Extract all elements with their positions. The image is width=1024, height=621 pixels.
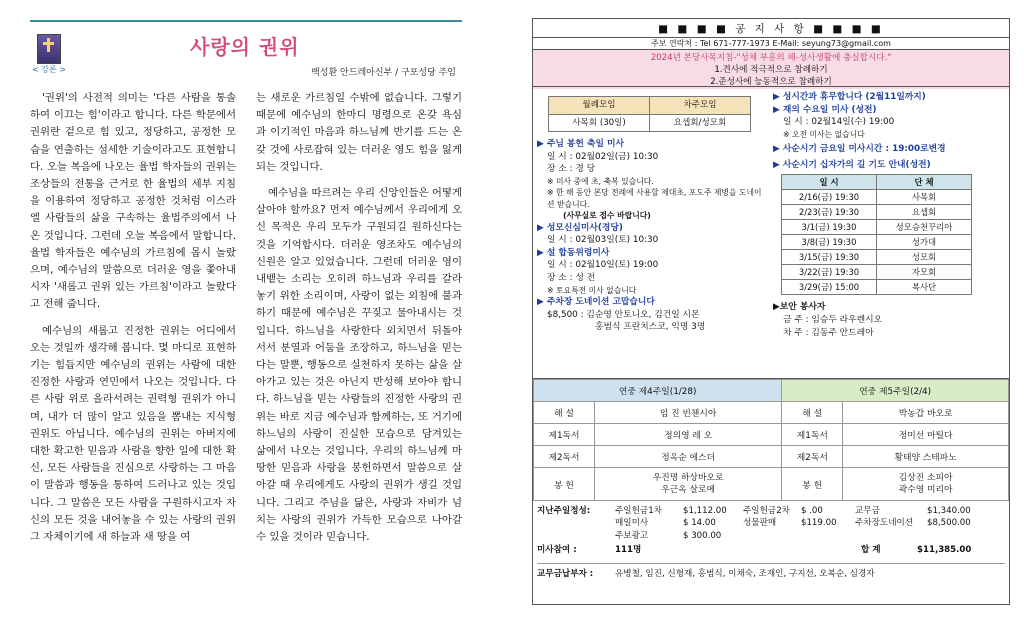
- sermon-author: 백성환 안드레아신부 / 구포성당 주임: [311, 68, 456, 78]
- finance-item: 매일미사: [615, 518, 649, 529]
- roster-name: 정옥순 에스더: [595, 446, 782, 468]
- meeting-cell: 요셉회/성모회: [650, 114, 751, 132]
- stations-cell: 요셉회: [877, 205, 972, 220]
- finance-amount: $8,500.00: [927, 518, 971, 529]
- total-label: 합 계: [861, 545, 881, 556]
- finance-amount: $ .00: [801, 506, 823, 516]
- notice-heading: ▶ 성시간과 휴무합니다 (2월11일까지): [773, 92, 926, 102]
- notice-note: ※ 미사 중에 초, 축복 있습니다.: [547, 176, 654, 186]
- stations-table: [781, 174, 972, 295]
- roster-role: 제2독서: [534, 446, 595, 468]
- roster-name: 우진명 하상바오로 우근옥 살로메: [595, 468, 782, 501]
- stations-cell: 성모승천꾸리아: [877, 220, 972, 235]
- notice-header: [533, 21, 1009, 87]
- notice-line: 일 시 : 02월03일(토) 10:30: [547, 235, 659, 246]
- notice-heading: ▶ 사순시기 십자가의 길 기도 안내(성전): [773, 159, 931, 170]
- notice-heading: ▶ 사순시기 금요일 미사시간 : 19:00로변경: [773, 144, 946, 155]
- stations-cell: 3/29(금) 15:00: [782, 280, 877, 295]
- roster-role: 제1독서: [782, 424, 843, 446]
- finance-amount: $1,112.00: [683, 506, 727, 516]
- roster-name: 정의영 레 오: [595, 424, 782, 446]
- contact-line: 주보 연락처 : Tel 671-777-1973 E-Mail: seyung73@gmail.com: [533, 37, 1009, 49]
- finance-amount: $ 14.00: [683, 518, 716, 529]
- finance-item: 성물판매: [743, 518, 777, 529]
- roster-name: 황태양 스테파노: [843, 446, 1009, 468]
- stations-head: 일 시: [782, 175, 877, 190]
- stations-cell: 성가대: [877, 235, 972, 250]
- divider: [30, 20, 462, 22]
- finance-amount: $119.00: [801, 518, 837, 529]
- stations-cell: 사목회: [877, 190, 972, 205]
- notice-page: [532, 18, 1010, 605]
- finance-section: [533, 501, 1009, 580]
- roster-role: 제2독서: [782, 446, 843, 468]
- roster-name: 박농갑 바오로: [843, 402, 1009, 424]
- stations-cell: 2/23(금) 19:30: [782, 205, 877, 220]
- notice-heading: ▶ 재의 수요일 미사 (성전): [773, 104, 877, 115]
- notice-line: 일 시 : 02월02일(금) 10:30: [547, 151, 659, 162]
- finance-item: 주보광고: [615, 530, 649, 541]
- sermon-page: [30, 20, 462, 610]
- roster-table: [533, 379, 1009, 501]
- notice-line: 금 주 : 임승두 라우렌시오: [783, 314, 883, 325]
- notice-heading: ▶보안 봉사자: [773, 302, 826, 313]
- sermon-column-2: [256, 90, 462, 555]
- total-value: $11,385.00: [917, 545, 972, 556]
- notice-line: 장 소 : 경 당: [547, 164, 596, 175]
- finance-item: 교무금: [855, 506, 880, 516]
- stations-cell: 2/16(금) 19:30: [782, 190, 877, 205]
- sermon-title: 사랑의 권위: [190, 35, 300, 59]
- notice-line: 장 소 : 성 전: [547, 272, 596, 283]
- stations-cell: 3/22(금) 19:30: [782, 265, 877, 280]
- theme-sub-1: 1.견사에 적극적으로 참례하기: [714, 65, 828, 75]
- roster-week-2: 연중 제5주일(2/4): [782, 380, 1009, 402]
- finance-amount: $1,340.00: [927, 506, 971, 516]
- notice-line: 차 주 : 김동주 안드레아: [783, 327, 874, 338]
- notice-line: 홍범식 프란치스코, 익명 3명: [595, 322, 706, 333]
- notice-heading: ▶ 성모신심미사(경당): [537, 222, 623, 233]
- roster-name: 임 진 빈첸시아: [595, 402, 782, 424]
- notice-note: ※ 오전 미사는 없습니다: [783, 129, 865, 139]
- notice-heading: ▶ 설 합동위령미사: [537, 247, 610, 258]
- notice-title: ■ ■ ■ ■ 공 지 사 항 ■ ■ ■ ■: [658, 23, 884, 35]
- theme-line: 2024년 본당사목지침-"성체 부흥의 해-성사생활에 충실합시다.": [650, 53, 892, 63]
- paragraph: '권위'의 사전적 의미는 '다른 사람을 통솔하여 이끄는 힘'이라고 합니다. 다른 학문에서 권위란 겉으로 힘 있고, 정당하고, 공정한 모습을 연출하는 섬세한 기술이라고도 표현합니다. 오늘 복음에 나오는 율법 학자들의 권위는 조상들의 전통을 근거로 한 율법의 세부 지침을 이용하여 정당하고 공정한 것처럼 이스라엘 사람들의 삶을 구속하는 율법주의에서 나온 것입니다. 그런데 오늘 복음에서 말합니다. 율법 학자들은 예수님의 가르침에 몹시 놀랐으며, 예수님의 말씀으로 더러운 영을 쫓아내시자 '새롭고 권위 있는 가르침'이라고 놀랐다고 전해 줍니다.: [30, 92, 236, 311]
- finance-amount: $ 300.00: [683, 530, 722, 541]
- stations-cell: 자모회: [877, 265, 972, 280]
- stations-head: 단 체: [877, 175, 972, 190]
- paragraph: 예수님을 따르려는 우리 신앙인들은 어떻게 살아야 할까요? 먼저 예수님께서 우리에게 오신 목적은 우리 모두가 구원되길 원하신다는 것을 기억합시다. 더러운 영조차도 예수님의 신원은 알고 있었습니다. 그런데 더러운 영이 내뱉는 소리는 오히려 하느님과 우리를 갈라놓기 위한 소리이며, 사랑이 없는 외침에 불과하기 때문에 예수님은 꾸짖고 물아내시는 것입니다. 하느님을 사랑한다 외치면서 뒤돌아서서 분열과 어둠을 조장하고, 하느님을 믿는다는 말뿐, 행동으로 실천하지 못하는 삶을 살아가고 있는 것은 아닌지 반성해 보아야 합니다. 하느님을 믿는 사람들의 진정한 사랑의 권위는 바로 지금 예수님과 함께하는, 또 거기에 하느님의 사랑이 진실한 모습으로 담겨있는 삶에서 나오는 것입니다. 우리의 하느님께 마땅한 믿음과 사랑을 봉헌하면서 말씀으로 살아갈 때 우리에게도 사랑의 권위가 생길 것입니다. 그리고 주님을 닮은, 사랑과 자비가 넘치는 사랑의 권위가 가득한 모습으로 나아갈 수 있을 것이라 믿습니다.: [256, 187, 462, 544]
- church-icon: [37, 34, 61, 64]
- finance-label: 지난주일정성:: [537, 506, 591, 516]
- notice-left-column: [537, 87, 763, 379]
- finance-item: 주일헌금1차: [615, 506, 662, 516]
- roster-role: 해 설: [534, 402, 595, 424]
- roster-role: 제1독서: [534, 424, 595, 446]
- theme-sub-2: 2.준성사에 능동적으로 참례하기: [710, 77, 832, 87]
- notice-line: $8,500 : 김순영 안토니오, 김건일 시몬: [547, 309, 700, 320]
- notice-right-column: [773, 87, 1005, 379]
- stations-cell: 3/15(금) 19:30: [782, 250, 877, 265]
- meeting-table: [548, 96, 751, 132]
- attendance-label: 미사참여 :: [537, 545, 577, 556]
- roster-role: 해 설: [782, 402, 843, 424]
- donors-list: 유병철, 임진, 신형재, 홍범식, 이채숙, 조재인, 구지선, 오복순, 심경자: [615, 568, 875, 579]
- notice-heading: ▶ 주님 봉헌 축일 미사: [537, 139, 624, 150]
- sermon-column-1: [30, 90, 236, 555]
- roster-and-finance: [533, 378, 1009, 580]
- pastoral-theme: [533, 49, 1009, 89]
- roster-week-1: 연중 제4주일(1/28): [534, 380, 782, 402]
- notice-line: 일 시 : 02월14일(수) 19:00: [783, 117, 895, 128]
- notice-note: ※ 토요특전 미사 없습니다: [547, 285, 637, 295]
- meeting-head: 차주모임: [650, 97, 751, 115]
- donors-label: 교무금납부자 :: [537, 568, 594, 579]
- paragraph: 예수님의 새롭고 진정한 권위는 어디에서 오는 것일까 생각해 봅니다. 몇 마디로 표현하기는 힘듭지만 예수님의 권위는 사람에 대한 진정한 사랑과 연민에서 나오는 것입니다. 다른 사람 위로 올라서려는 권력형 권위가 아니며, 내가 더 많이 알고 있음을 뽐내는 지식형 권위도 아닙니다. 예수님의 권위는 아버지에 대한 확고한 믿음과 사람을 향한 일에 대한 확신, 모든 사람들을 진심으로 사랑하는 그 마음이 말씀과 행동을 통하여 드러나고 있는 것입니다. 그 말씀은 모든 사람을 구원하시고자 자신의 모든 것을 내어놓을 수 있는 사랑의 권위 그 자체이기에 새 하늘과 새 땅을 여: [30, 324, 236, 544]
- stations-cell: 복사단: [877, 280, 972, 295]
- roster-role: 봉 헌: [534, 468, 595, 501]
- attendance-value: 111명: [615, 545, 642, 556]
- stations-cell: 3/8(금) 19:30: [782, 235, 877, 250]
- meeting-head: 월례모임: [549, 97, 650, 115]
- section-caption: < 강론 >: [32, 65, 66, 74]
- notice-note: ※ 한 해 동안 본당 전례에 사용할 제대초, 포도주 제병을 도네이션 받습니다.: [547, 188, 762, 209]
- roster-role: 봉 헌: [782, 468, 843, 501]
- paragraph: 는 새로운 가르침일 수밖에 없습니다. 그렇기 때문에 예수님의 한마디 명령으로 온갖 욕심과 이기적인 마음과 하느님께 반기를 드는 온갖 것에 사로잡혀 있는 더러운 영도 힘을 잃게 되는 것입니다.: [256, 92, 462, 173]
- finance-item: 주일헌금2차: [743, 506, 790, 516]
- notice-line: 일 시 : 02월10일(토) 19:00: [547, 260, 659, 271]
- stations-cell: 성모회: [877, 250, 972, 265]
- roster-name: 김상진 소피아 곽수영 미리아: [843, 468, 1009, 501]
- notice-body: [533, 86, 1009, 379]
- finance-item: 주차장도네이션: [855, 518, 914, 529]
- notice-note: (사무실로 접수 바랍니다): [563, 211, 651, 221]
- meeting-cell: 사목회 (30일): [549, 114, 650, 132]
- stations-cell: 3/1(금) 19:30: [782, 220, 877, 235]
- roster-name: 정미선 마틸다: [843, 424, 1009, 446]
- notice-heading: ▶ 주차장 도네이션 고맙습니다: [537, 296, 655, 307]
